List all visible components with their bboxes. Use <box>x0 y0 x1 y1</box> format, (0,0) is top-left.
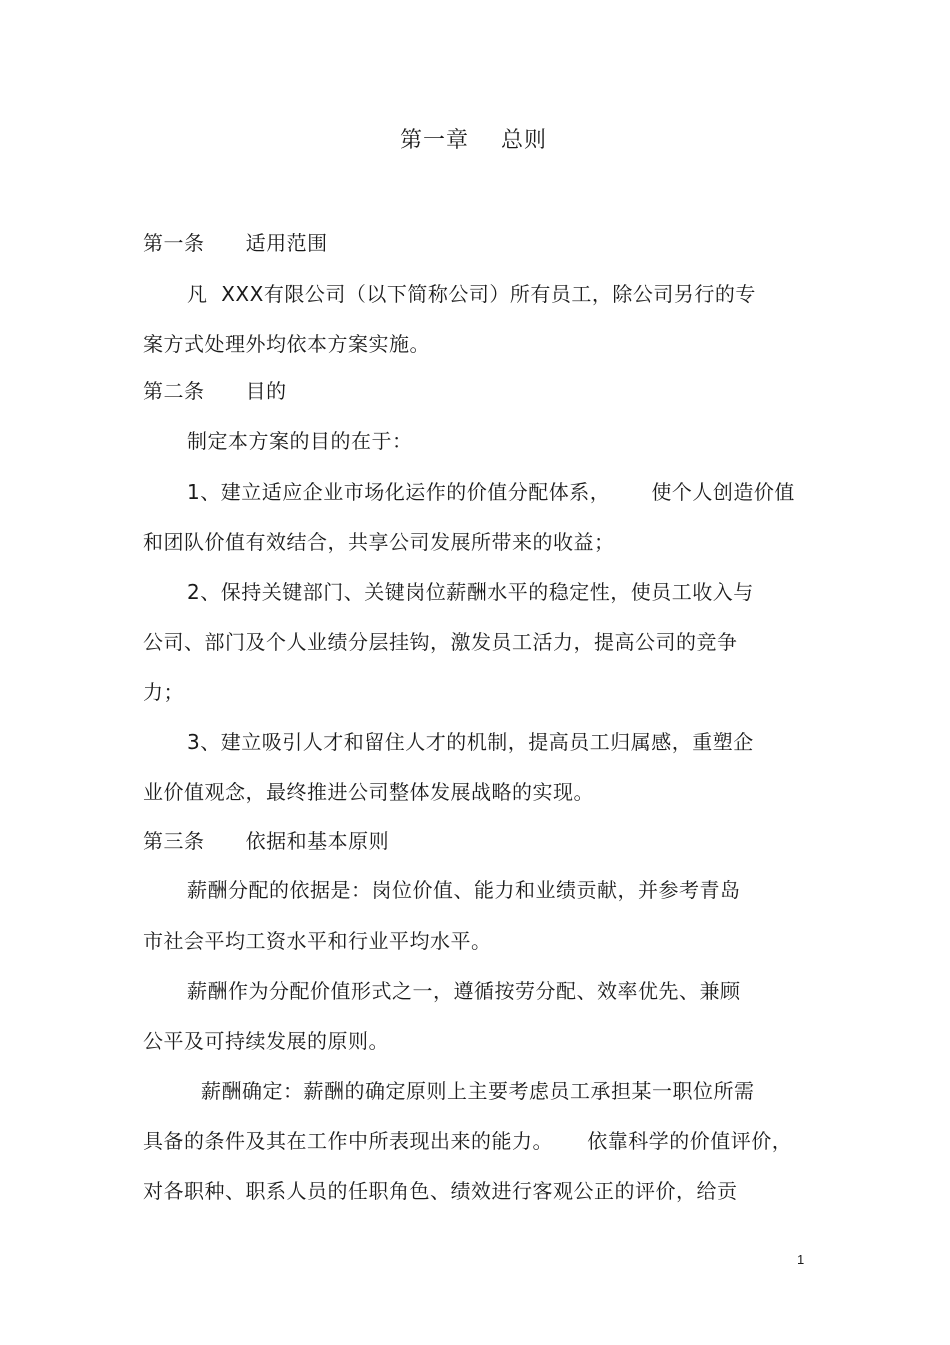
body-line: 2、保持关键部门、关键岗位薪酬水平的稳定性，使员工收入与 <box>187 580 754 604</box>
body-line: 薪酬作为分配价值形式之一，遵循按劳分配、效率优先、兼顾 <box>187 979 741 1003</box>
body-line: 薪酬分配的依据是：岗位价值、能力和业绩贡献，并参考青岛 <box>187 878 741 902</box>
body-line: 3、建立吸引人才和留住人才的机制，提高员工归属感，重塑企 <box>187 730 754 754</box>
body-line: 1、建立适应企业市场化运作的价值分配体系， 使个人创造价值 <box>187 480 795 504</box>
body-line: 对各职种、职系人员的任职角色、绩效进行客观公正的评价，给贡 <box>143 1179 738 1203</box>
article-heading: 第一条 适用范围 <box>143 231 328 255</box>
article-heading: 第二条 目的 <box>143 379 287 403</box>
body-line: 和团队价值有效结合，共享公司发展所带来的收益； <box>143 530 615 554</box>
body-line: 业价值观念，最终推进公司整体发展战略的实现。 <box>143 780 594 804</box>
body-line: 力； <box>143 680 184 704</box>
page-number: 1 <box>797 1252 805 1267</box>
body-line: 公平及可持续发展的原则。 <box>143 1029 389 1053</box>
body-line: 薪酬确定：薪酬的确定原则上主要考虑员工承担某一职位所需 <box>201 1079 755 1103</box>
body-line: 案方式处理外均依本方案实施。 <box>143 332 430 356</box>
body-line: 市社会平均工资水平和行业平均水平。 <box>143 929 492 953</box>
chapter-title: 第一章 总则 <box>400 128 547 153</box>
article-heading: 第三条 依据和基本原则 <box>143 829 390 853</box>
body-line: 制定本方案的目的在于： <box>187 429 413 453</box>
body-line: 具备的条件及其在工作中所表现出来的能力。 依靠科学的价值评价， <box>143 1129 793 1153</box>
body-line: 公司、部门及个人业绩分层挂钩，激发员工活力，提高公司的竞争 <box>143 630 738 654</box>
body-line: 凡 XXX有限公司（以下简称公司）所有员工，除公司另行的专 <box>187 282 756 306</box>
